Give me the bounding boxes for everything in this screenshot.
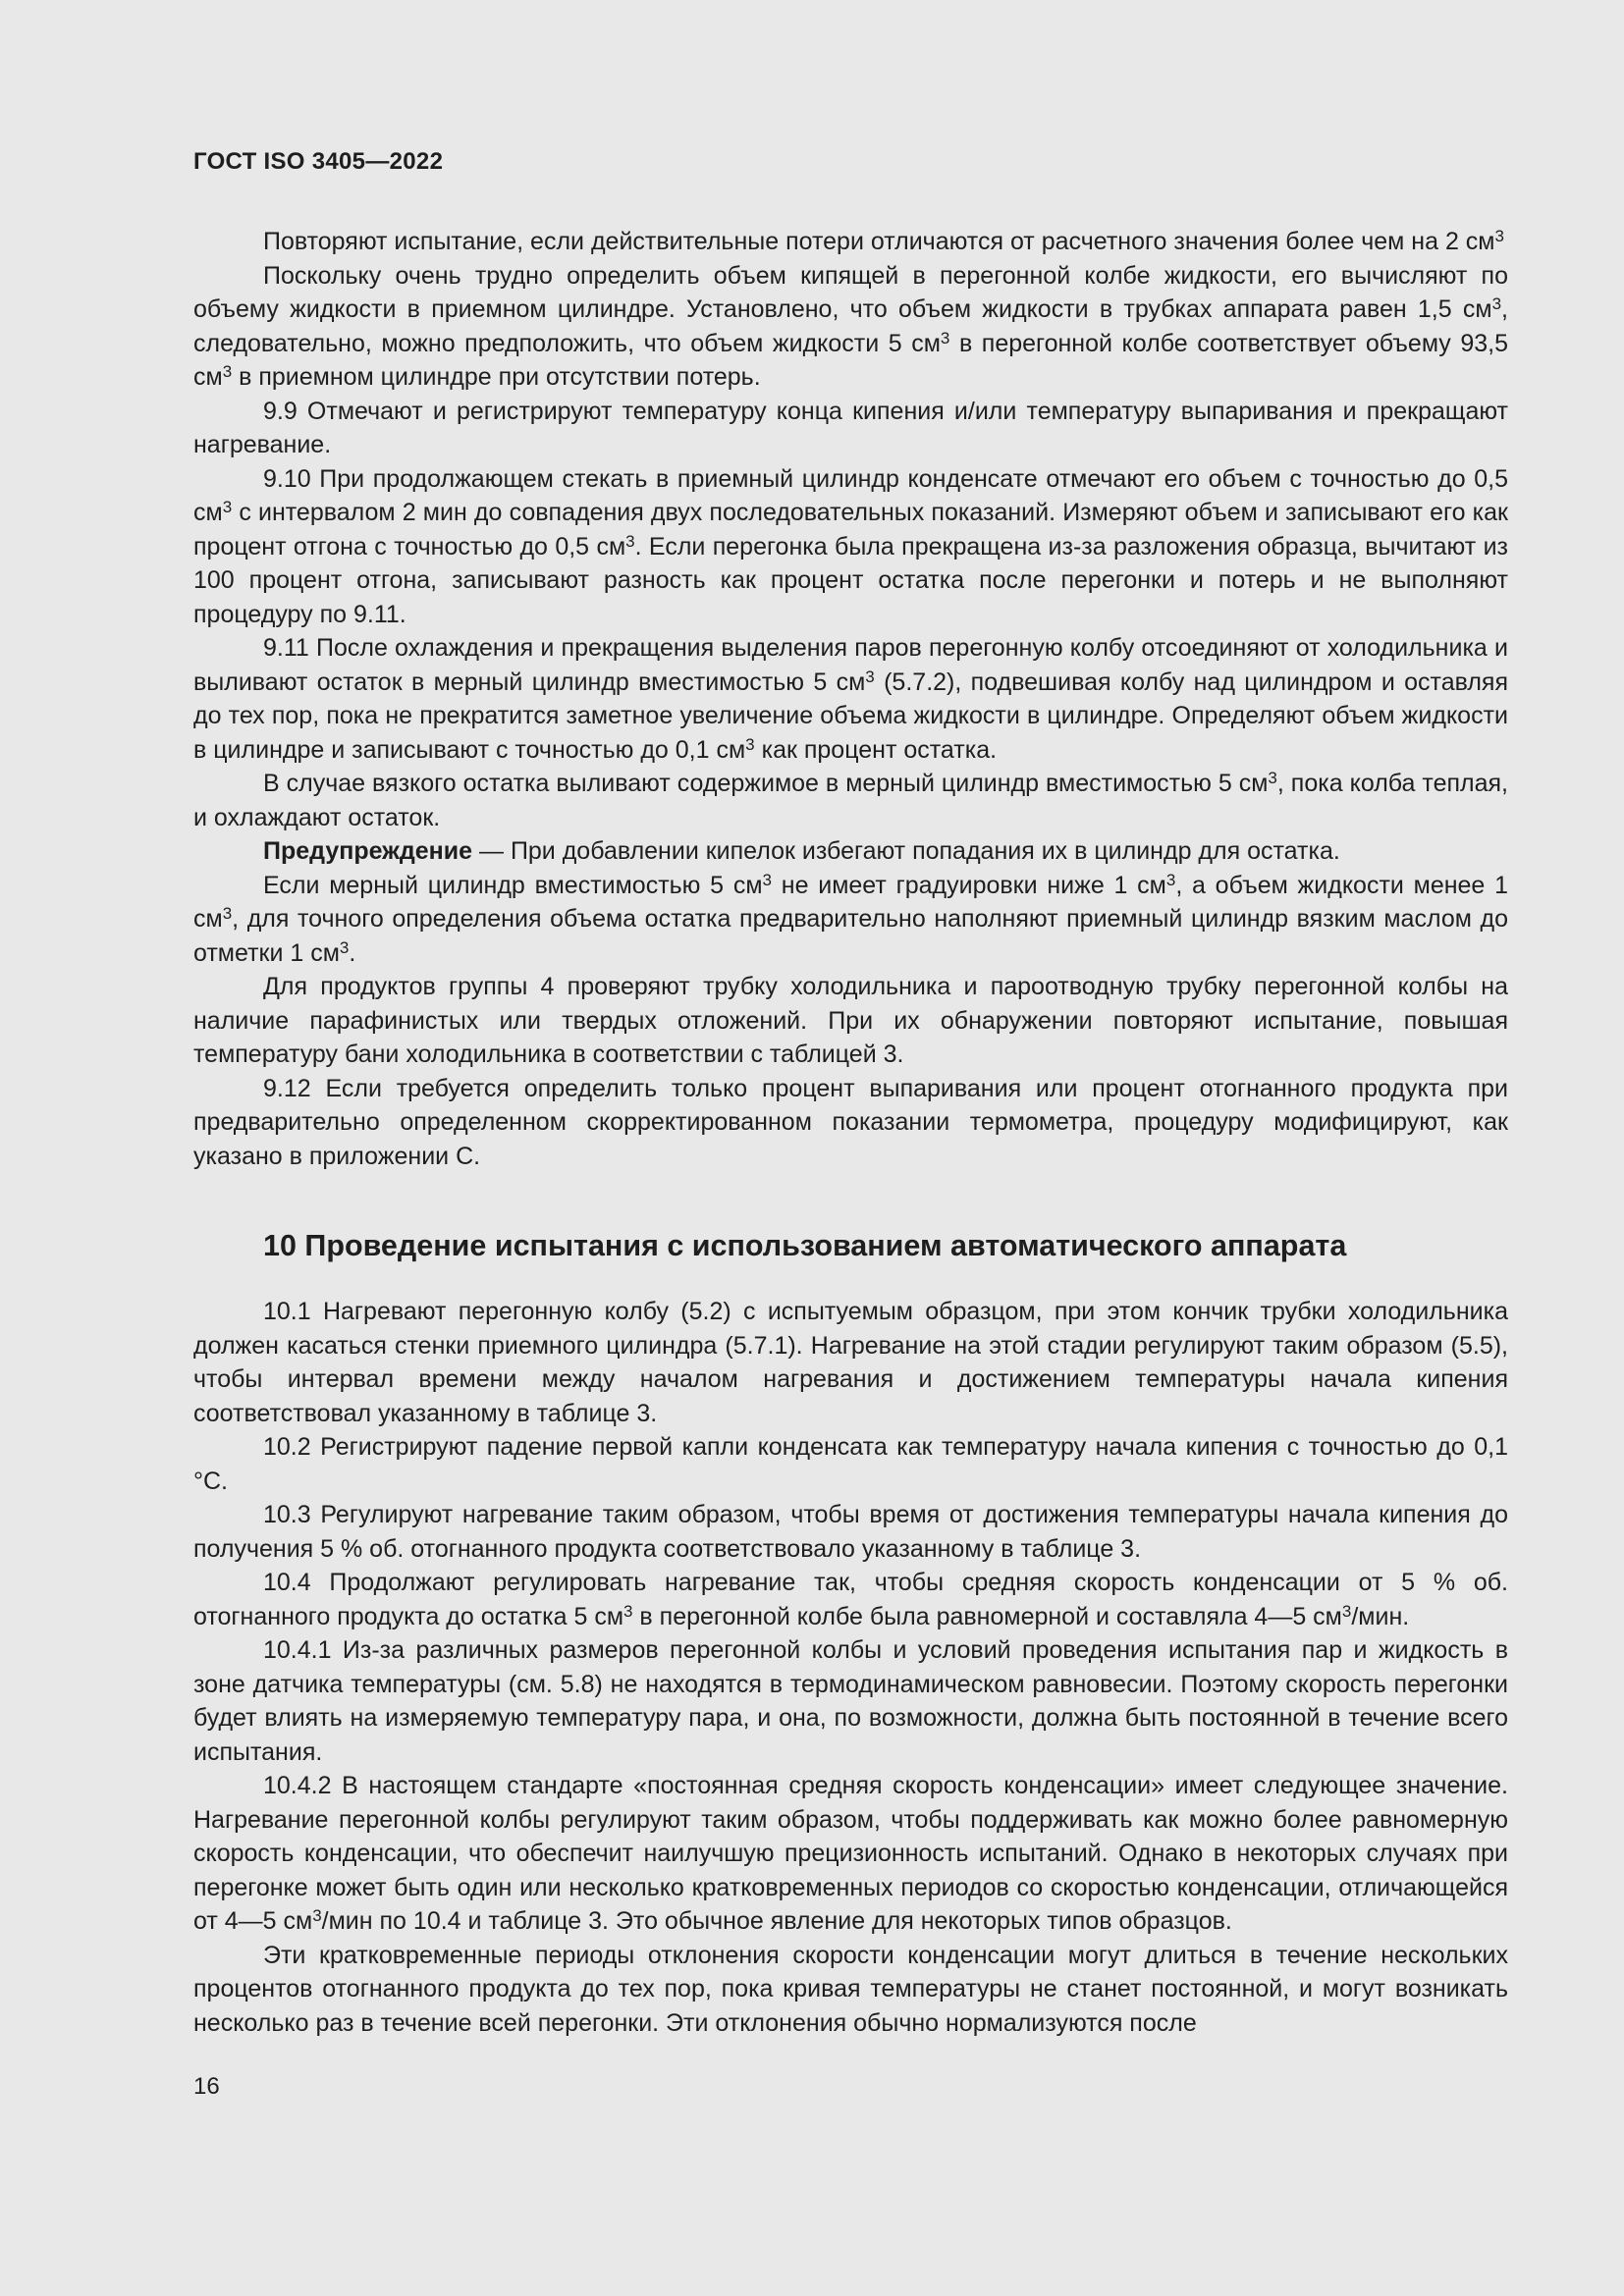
- paragraph-text: Если мерный цилиндр вместимостью 5 см: [263, 871, 763, 899]
- paragraph-text: 10.4 Продолжают регулировать нагревание так, чтобы средняя скорость конденсации от 5 % об. отогнанного продукта до остатка 5 см: [193, 1569, 1508, 1630]
- paragraph-text: в перегонной колбе соответствует объему 93,5 см: [193, 329, 1509, 391]
- paragraph-text: , пока колба теплая, и охлаждают остаток.: [193, 770, 1508, 831]
- superscript-cubic: 3: [1165, 870, 1176, 889]
- paragraph: [193, 395, 1508, 462]
- paragraph-text: (5.7.2), подвешивая колбу над цилиндром и оставляя до тех пор, пока не прекратится заметное увеличение объема жидкости в цилиндре. Определяют объем жидкости в цилиндре и записывают с точностью до 0,1 см: [193, 667, 1509, 764]
- paragraph-text: 10.3 Регулируют нагревание таким образом, чтобы время от достижения температуры начала кипения до получения 5 % об. отогнанного продукта соответствовало указанному в таблице 3.: [193, 1501, 1508, 1563]
- paragraph: [193, 631, 1508, 767]
- paragraph: [193, 1769, 1508, 1939]
- paragraphs-before-section: [193, 225, 1508, 1173]
- paragraph-text: Для продуктов группы 4 проверяют трубку холодильника и пароотводную трубку перегонной колбы на наличие парафинистых или твердых отложений. При их обнаружении повторяют испытание, повышая температуру бани холодильника в соответствии с таблицей 3.: [193, 973, 1508, 1068]
- paragraph-text: , а объем жидкости менее 1 см: [193, 871, 1508, 933]
- paragraph-text: 9.9 Отмечают и регистрируют температуру конца кипения и/или температуру выпаривания и прекращают нагревание.: [193, 397, 1508, 458]
- superscript-cubic: 3: [339, 937, 350, 957]
- superscript-cubic: 3: [222, 904, 233, 923]
- paragraph: [193, 1633, 1508, 1769]
- superscript-cubic: 3: [762, 870, 773, 889]
- paragraph: [193, 767, 1508, 834]
- paragraph: [193, 462, 1508, 632]
- paragraph-text: не имеет градуировки ниже 1 см: [772, 871, 1166, 899]
- superscript-cubic: 3: [940, 328, 950, 347]
- paragraph-text: в перегонной колбе была равномерной и составляла 4—5 см: [632, 1602, 1342, 1630]
- paragraph: [193, 970, 1508, 1072]
- paragraph: [193, 1295, 1508, 1430]
- section-heading: 10 Проведение испытания с использованием автоматического аппарата: [263, 1229, 1347, 1262]
- paragraph-text: с интервалом 2 мин до совпадения двух последовательных показаний. Измеряют объем и записывают его как процент отгона с точностью до 0,5 см: [193, 499, 1508, 561]
- bold-lead: Предупреждение: [263, 837, 473, 865]
- superscript-cubic: 3: [1491, 294, 1502, 313]
- superscript-cubic: 3: [865, 667, 875, 686]
- paragraph: [193, 834, 1508, 869]
- superscript-cubic: 3: [1341, 1601, 1352, 1621]
- paragraph-text: Повторяют испытание, если действительные потери отличаются от расчетного значения более чем на 2 см: [263, 228, 1495, 255]
- paragraph: [193, 1072, 1508, 1174]
- paragraph-text: . Если перегонка была прекращена из-за разложения образца, вычитают из 100 процент отгона, записывают разность как процент остатка после перегонки и потерь и не выполняют процедуру по 9.11.: [193, 532, 1508, 628]
- paragraph-text: Поскольку очень трудно определить объем кипящей в перегонной колбе жидкости, его вычисляют по объему жидкости в приемном цилиндре. Установлено, что объем жидкости в трубках аппарата равен 1,5 см: [193, 261, 1508, 323]
- paragraph: [193, 1939, 1508, 2041]
- paragraph-text: как процент остатка.: [754, 735, 998, 764]
- paragraph-text: , для точного определения объема остатка предварительно наполняют приемный цилиндр вязким маслом до отметки 1 см: [193, 905, 1508, 967]
- superscript-cubic: 3: [745, 734, 755, 754]
- paragraph-text: /мин.: [1351, 1602, 1410, 1630]
- paragraph-text: В случае вязкого остатка выливают содержимое в мерный цилиндр вместимостью 5 см: [263, 770, 1269, 797]
- paragraph: [193, 225, 1508, 259]
- paragraph: [193, 1498, 1508, 1566]
- paragraph-text: 10.4.1 Из-за различных размеров перегонной колбы и условий проведения испытания пар и жидкость в зоне датчика температуры (см. 5.8) не находятся в термодинамическом равновесии. Поэтому скорость перегонки будет влиять на измеряемую температуру пара, и она, по возможности, должна быть постоянной в течение всего испытания.: [193, 1636, 1508, 1766]
- superscript-cubic: 3: [312, 1906, 322, 1925]
- paragraph-text: 9.11 После охлаждения и прекращения выделения паров перегонную колбу отсоединяют от холодильника и выливают остаток в мерный цилиндр вместимостью 5 см: [193, 634, 1508, 696]
- paragraph-text: — При добавлении кипелок избегают попадания их в цилиндр для остатка.: [472, 837, 1340, 865]
- superscript-cubic: 3: [222, 362, 233, 381]
- paragraphs-after-section: [193, 1295, 1508, 2040]
- paragraph-text: , следовательно, можно предположить, что объем жидкости 5 см: [193, 295, 1508, 357]
- page-number: 16: [193, 2073, 220, 2100]
- paragraph-text: .: [349, 938, 356, 967]
- paragraph-text: 9.10 При продолжающем стекать в приемный цилиндр конденсате отмечают его объем с точностью до 0,5 см: [193, 464, 1508, 526]
- superscript-cubic: 3: [623, 1601, 633, 1621]
- superscript-cubic: 3: [625, 531, 635, 551]
- paragraph-text: /мин по 10.4 и таблице 3. Это обычное явление для некоторых типов образцов.: [321, 1907, 1232, 1935]
- document-code-header: ГОСТ ISO 3405—2022: [193, 148, 444, 175]
- paragraph: [193, 259, 1508, 395]
- paragraph-text: 10.1 Нагревают перегонную колбу (5.2) с испытуемым образцом, при этом кончик трубки холодильника должен касаться стенки приемного цилиндра (5.7.1). Нагревание на этой стадии регулируют таким образом (5.5), чтобы интервал времени между началом нагревания и достижением температуры начала кипения соответствовал указанному в таблице 3.: [193, 1298, 1508, 1427]
- paragraph-text: Эти кратковременные периоды отклонения скорости конденсации могут длиться в течение нескольких процентов отогнанного продукта до тех пор, пока кривая температуры не станет постоянной, и могут возникать несколько раз в течение всей перегонки. Эти отклонения обычно нормализуются после: [193, 1941, 1508, 2037]
- paragraph: [193, 869, 1508, 971]
- paragraph-text: 10.4.2 В настоящем стандарте «постоянная средняя скорость конденсации» имеет следующее значение. Нагревание перегонной колбы регулируют таким образом, чтобы поддерживать как можно более равномерную скорость конденсации, что обеспечит наилучшую прецизионность испытаний. Однако в некоторых случаях при перегонке может быть один или несколько кратковременных периодов со скоростью конденсации, отличающейся от 4—5 см: [193, 1772, 1508, 1935]
- paragraph-text: 9.12 Если требуется определить только процент выпаривания или процент отогнанного продукта при предварительно определенном скорректированном показании термометра, процедуру модифицируют, как указано в приложении С.: [193, 1074, 1508, 1170]
- superscript-cubic: 3: [1494, 227, 1504, 245]
- paragraph: [193, 1566, 1508, 1633]
- page-content: [193, 225, 1508, 2040]
- superscript-cubic: 3: [1268, 769, 1277, 787]
- paragraph-text: в приемном цилиндре при отсутствии потерь.: [232, 363, 761, 391]
- paragraph: [193, 1430, 1508, 1498]
- superscript-cubic: 3: [222, 498, 233, 516]
- paragraph-text: 10.2 Регистрируют падение первой капли конденсата как температуру начала кипения с точностью до 0,1 °С.: [193, 1433, 1508, 1495]
